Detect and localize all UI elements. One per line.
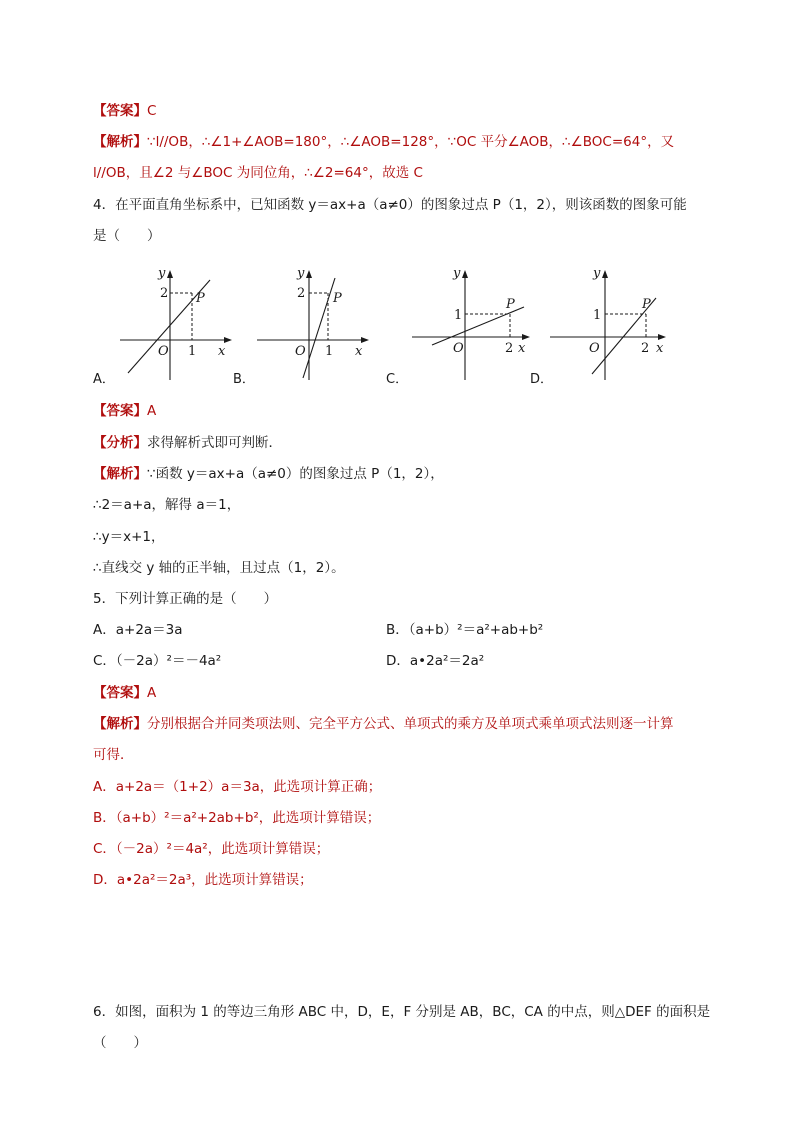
x-axis-arrow (224, 337, 232, 343)
answer-tag: 【答案】 (93, 103, 147, 119)
answer-tag: 【答案】 (93, 685, 147, 701)
x-axis-arrow (361, 337, 369, 343)
analysis-text: 分别根据合并同类项法则、完全平方公式、单项式的乘方及单项式乘单项式法则逐一计算 (147, 716, 674, 732)
q6-stem-line1: 6．如图，面积为 1 的等边三角形 ABC 中，D，E，F 分别是 AB，BC，CA 的中点，则△DEF 的面积是 (93, 1004, 711, 1020)
x-axis-arrow (522, 334, 530, 340)
q5-option-a[interactable]: A．a+2a＝3a (93, 622, 183, 638)
q4-answer-line (93, 401, 156, 421)
point-label: P (196, 291, 205, 306)
y-tick: 1 (454, 308, 463, 323)
answer-value: C (147, 103, 157, 119)
q4-stem-line2: 是（ ） (93, 228, 161, 244)
q5-detail-c: C．（－2a）²＝4a²，此选项计算错误； (93, 841, 330, 857)
point-label: P (333, 291, 342, 306)
q5-stem: 5．下列计算正确的是（ ） (93, 591, 278, 607)
graph-b-svg (255, 262, 373, 382)
origin-label: O (158, 344, 169, 359)
option-a-label[interactable]: A． (93, 372, 115, 387)
q3-analysis-line2: l//OB，且∠2 与∠BOC 为同位角，∴∠2=64°，故选 C (93, 165, 423, 181)
y-label: y (158, 266, 166, 281)
q5-analysis-line1 (93, 714, 674, 734)
y-axis-arrow (462, 270, 468, 278)
x-tick: 1 (188, 344, 197, 359)
x-axis-arrow (658, 334, 666, 340)
analysis-tag: 【解析】 (93, 134, 147, 150)
q5-detail-d: D．a•2a²＝2a³，此选项计算错误； (93, 872, 313, 888)
q5-option-c[interactable]: C．（－2a）²＝－4a² (93, 653, 222, 669)
q5-answer-line (93, 683, 156, 703)
q6-stem-line2: （ ） (93, 1035, 147, 1051)
answer-value: A (147, 403, 157, 419)
analysis-tag: 【解析】 (93, 716, 147, 732)
q4-stem-line1: 4．在平面直角坐标系中，已知函数 y＝ax+a（a≠0）的图象过点 P（1，2），则该函数的图象可能 (93, 197, 687, 213)
graph-d-svg (548, 262, 673, 382)
graph-a-svg (118, 262, 236, 382)
option-b-label[interactable]: B． (233, 372, 255, 387)
answer-tag: 【答案】 (93, 403, 147, 419)
q5-option-d[interactable]: D．a•2a²＝2a² (386, 653, 485, 669)
point-label: P (506, 297, 515, 312)
q5-detail-b: B．（a+b）²＝a²+2ab+b²，此选项计算错误； (93, 810, 381, 826)
q3-answer-line (93, 101, 156, 121)
y-tick: 2 (297, 286, 306, 301)
x-tick: 1 (325, 344, 334, 359)
q4-graph-a (118, 262, 236, 386)
fenxi-text: 求得解析式即可判断． (147, 435, 282, 451)
q5-option-b[interactable]: B．（a+b）²＝a²+ab+b² (386, 622, 544, 638)
x-label: x (355, 344, 363, 359)
origin-label: O (295, 344, 306, 359)
y-tick: 2 (160, 286, 169, 301)
y-tick: 1 (593, 308, 602, 323)
analysis-tag: 【解析】 (93, 466, 147, 482)
q4-graph-c (410, 262, 535, 386)
point-label: P (642, 297, 651, 312)
y-label: y (453, 266, 461, 281)
graph-c-svg (410, 262, 535, 382)
q4-fenxi-line (93, 433, 282, 453)
x-label: x (218, 344, 226, 359)
x-label: x (656, 341, 664, 356)
answer-value: A (147, 685, 157, 701)
option-c-label[interactable]: C． (386, 372, 409, 387)
x-tick: 2 (505, 341, 514, 356)
q4-graph-d (548, 262, 673, 386)
q5-detail-a: A．a+2a＝（1+2）a＝3a，此选项计算正确； (93, 779, 382, 795)
q3-analysis-line1 (93, 132, 674, 152)
fenxi-tag: 【分析】 (93, 435, 147, 451)
q4-analysis-line2: ∴2＝a+a，解得 a＝1， (93, 497, 241, 513)
option-d-label[interactable]: D． (530, 372, 554, 387)
x-tick: 2 (641, 341, 650, 356)
y-axis-arrow (167, 270, 173, 278)
q4-analysis-line1 (93, 464, 444, 484)
q4-graph-b (255, 262, 373, 386)
y-label: y (297, 266, 305, 281)
origin-label: O (453, 341, 464, 356)
y-axis-arrow (602, 270, 608, 278)
q4-analysis-line4: ∴直线交 y 轴的正半轴，且过点（1，2）。 (93, 560, 345, 576)
origin-label: O (589, 341, 600, 356)
analysis-text: ∵l//OB，∴∠1+∠AOB=180°，∴∠AOB=128°，∵OC 平分∠AOB，∴∠BOC=64°，又 (147, 134, 675, 150)
analysis-text: ∵函数 y＝ax+a（a≠0）的图象过点 P（1，2）， (147, 466, 444, 482)
y-label: y (593, 266, 601, 281)
x-label: x (518, 341, 526, 356)
y-axis-arrow (306, 270, 312, 278)
q5-analysis-line2: 可得． (93, 747, 134, 763)
q4-analysis-line3: ∴y＝x+1， (93, 529, 165, 545)
